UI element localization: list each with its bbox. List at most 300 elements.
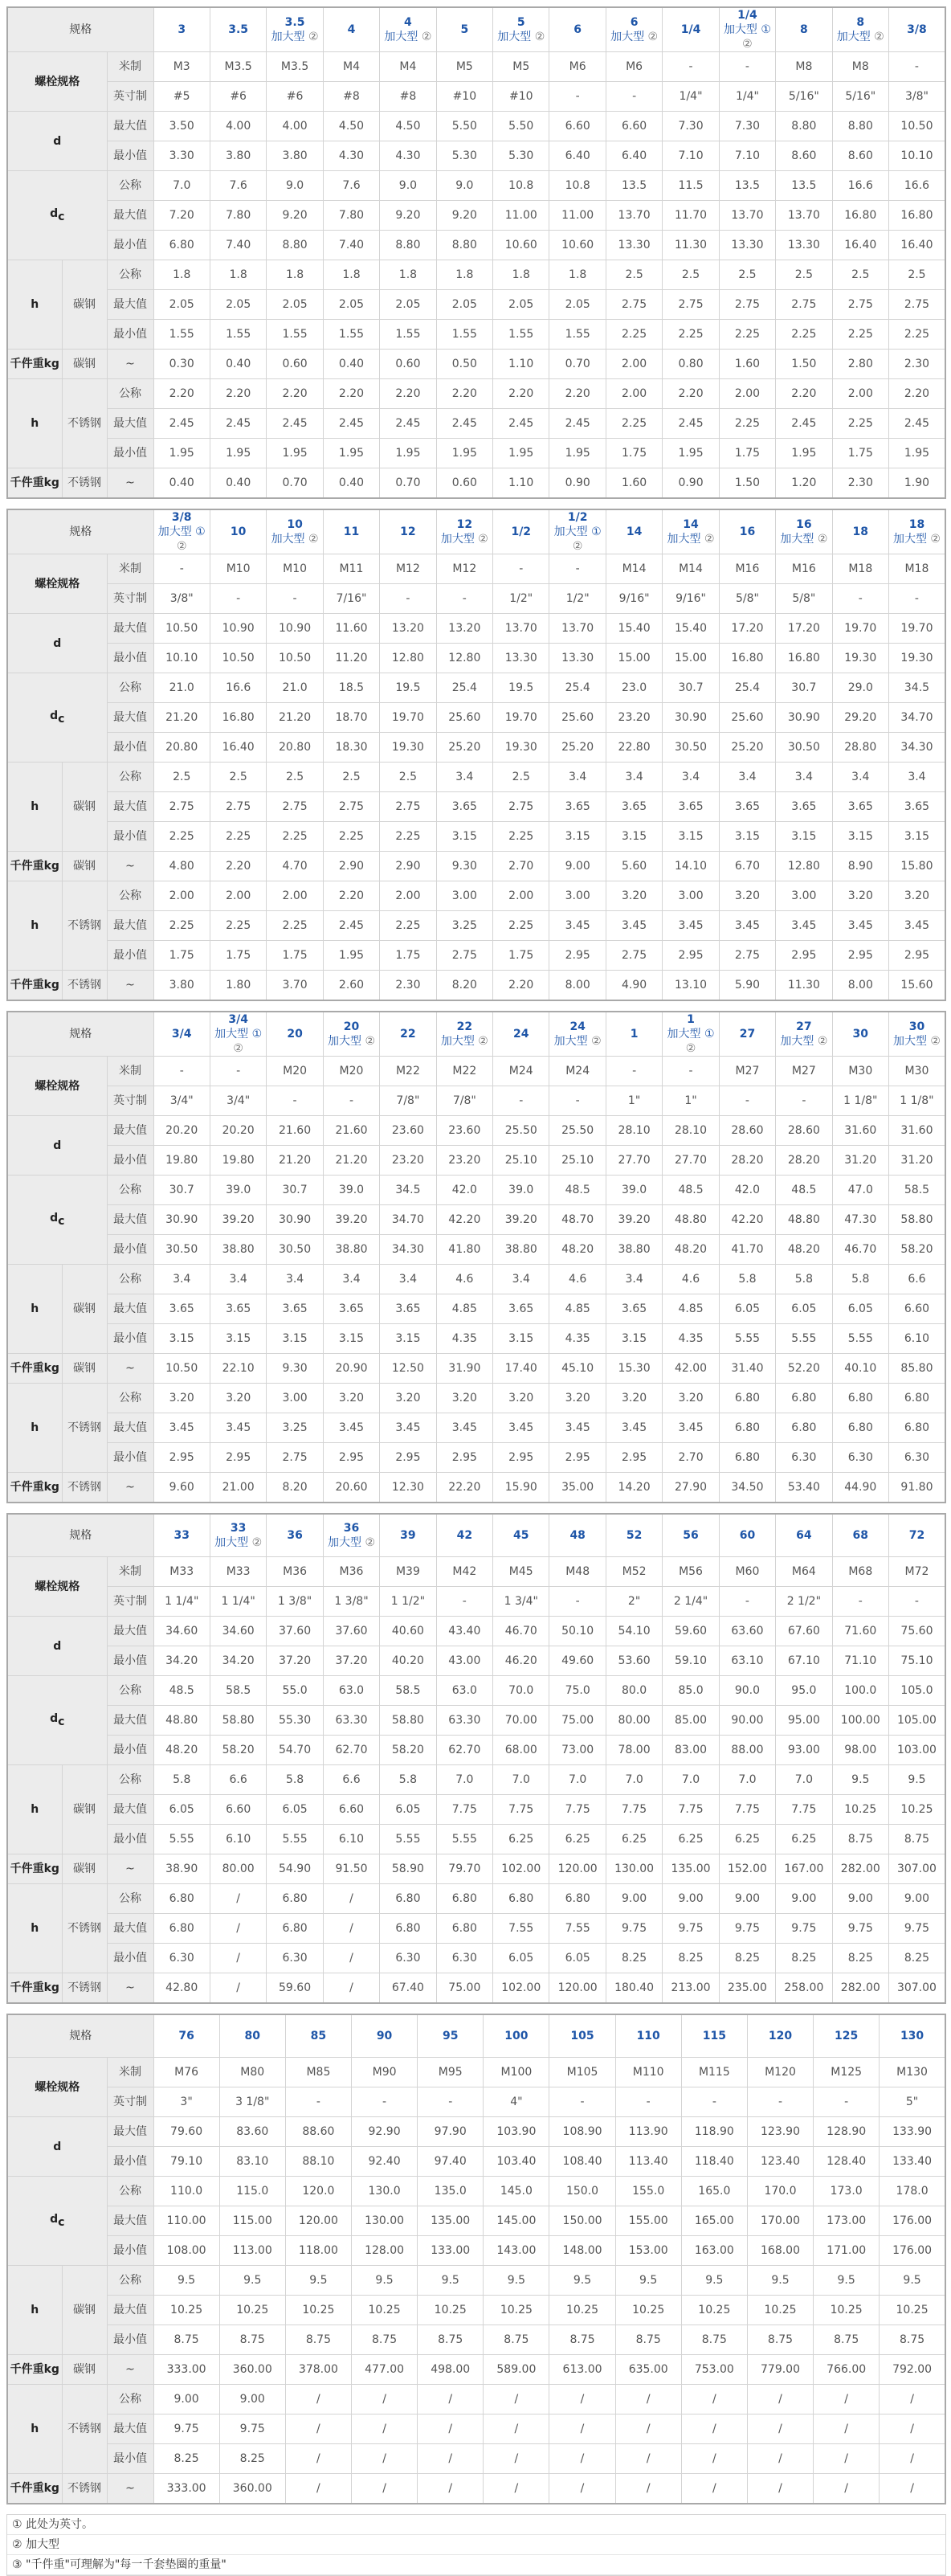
cell-value: 17.20: [719, 614, 775, 644]
hs-max-row: [7, 1413, 945, 1443]
cell-value: 2.95: [606, 1443, 662, 1473]
cell-value: 10.8: [493, 171, 549, 201]
cell-value: M22: [380, 1057, 436, 1086]
cell-value: 41.70: [719, 1235, 775, 1265]
cell-value: 7.0: [606, 1765, 662, 1795]
cell-value: -: [153, 554, 210, 584]
nominal-label: 公称: [107, 2385, 153, 2414]
cell-value: 30.90: [663, 703, 719, 733]
cell-value: 3.15: [606, 1324, 662, 1354]
max-label: 最大值: [107, 1205, 153, 1235]
type-text: 加大型: [440, 1035, 475, 1048]
cell-value: 7.55: [549, 1914, 606, 1944]
type-text: 加大型 ①: [553, 525, 602, 538]
size-value: 64: [796, 1529, 812, 1542]
cell-value: 4.6: [549, 1265, 606, 1294]
cell-value: 38.80: [606, 1235, 662, 1265]
cell-value: 34.70: [380, 1205, 436, 1235]
column-header: [719, 1012, 775, 1057]
cell-value: 3.65: [606, 1294, 662, 1324]
cell-value: -: [549, 1086, 606, 1116]
cell-value: 75.10: [889, 1646, 945, 1676]
nominal-label: 公称: [107, 260, 153, 290]
cell-value: 2.5: [323, 763, 379, 792]
hs-max-row: [7, 2414, 945, 2444]
steel-label: 碳钢: [62, 1765, 107, 1854]
cell-value: 150.0: [549, 2177, 615, 2206]
metric-row: [7, 1557, 945, 1587]
cell-value: 91.50: [323, 1854, 379, 1884]
cell-value: 10.10: [153, 644, 210, 673]
cell-value: /: [880, 2444, 945, 2474]
cell-value: 2.25: [267, 822, 323, 852]
note-mark: ②: [742, 38, 753, 51]
cell-value: 3.65: [153, 1294, 210, 1324]
cell-value: 3.20: [153, 1384, 210, 1413]
column-header: [832, 1012, 888, 1057]
cell-value: 58.20: [889, 1235, 945, 1265]
cell-value: 8.75: [615, 2325, 681, 2355]
cell-value: 360.00: [219, 2474, 285, 2504]
cell-value: M10: [267, 554, 323, 584]
column-header: [493, 509, 549, 554]
cell-value: /: [210, 1973, 266, 2004]
cell-value: 10.50: [153, 614, 210, 644]
cell-value: 1.95: [436, 439, 492, 468]
cell-value: 3.00: [663, 881, 719, 911]
cell-value: 1.8: [267, 260, 323, 290]
cell-value: 2.00: [153, 881, 210, 911]
cell-value: 1.90: [889, 468, 945, 499]
size-value: 20: [287, 1028, 303, 1041]
size-value: 1: [687, 1013, 695, 1026]
metric-label: 米制: [107, 554, 153, 584]
cell-value: 2.5: [889, 260, 945, 290]
cell-value: 6.25: [719, 1825, 775, 1854]
cell-value: 9.30: [436, 852, 492, 881]
min-label: 最小值: [107, 141, 153, 171]
cell-value: 2.45: [210, 409, 266, 439]
cell-value: 6.30: [889, 1443, 945, 1473]
cell-value: 92.40: [351, 2147, 417, 2177]
column-header: [323, 1514, 379, 1557]
cell-value: 123.40: [747, 2147, 813, 2177]
cell-value: 3.25: [267, 1413, 323, 1443]
size-value: 130: [900, 2030, 924, 2042]
cell-value: 3.15: [210, 1324, 266, 1354]
cell-value: 20.80: [153, 733, 210, 763]
cell-value: 16.80: [719, 644, 775, 673]
cell-value: 1.95: [267, 439, 323, 468]
cell-value: 3/4": [210, 1086, 266, 1116]
cell-value: 2.25: [493, 911, 549, 941]
column-header: [889, 1012, 945, 1057]
stainless-label: 不锈钢: [62, 2474, 107, 2504]
nominal-label: 公称: [107, 1765, 153, 1795]
cell-value: 16.80: [889, 201, 945, 231]
cell-value: 148.00: [549, 2236, 615, 2266]
imperial-row: [7, 584, 945, 614]
cell-value: 28.20: [719, 1146, 775, 1176]
cell-value: 3.4: [663, 763, 719, 792]
cell-value: 168.00: [747, 2236, 813, 2266]
dc-main: d: [50, 1212, 59, 1225]
type-label: [889, 1034, 945, 1049]
cell-value: 2.05: [210, 290, 266, 320]
cell-value: 25.10: [493, 1146, 549, 1176]
cell-value: 85.00: [663, 1706, 719, 1736]
cell-value: 55.30: [267, 1706, 323, 1736]
cell-value: 2.00: [380, 881, 436, 911]
cell-value: 3.15: [380, 1324, 436, 1354]
cell-value: /: [323, 1973, 379, 2004]
cell-value: 42.0: [719, 1176, 775, 1205]
cell-value: 18.5: [323, 673, 379, 703]
cell-value: 21.0: [267, 673, 323, 703]
weight-steel-row: [7, 1354, 945, 1384]
cell-value: 7.75: [719, 1795, 775, 1825]
cell-value: 9.5: [219, 2266, 285, 2296]
cell-value: 4.85: [663, 1294, 719, 1324]
cell-value: 21.20: [267, 703, 323, 733]
h-max-row: [7, 2296, 945, 2325]
cell-value: 5.8: [832, 1265, 888, 1294]
column-header: [436, 7, 492, 52]
max-label: 最大值: [107, 2206, 153, 2236]
imperial-row: [7, 1086, 945, 1116]
stainless-label: 不锈钢: [62, 468, 107, 499]
size-value: 45: [513, 1529, 529, 1542]
dc-max-row: [7, 201, 945, 231]
cell-value: 3.00: [436, 881, 492, 911]
type-label: [324, 1535, 379, 1550]
cell-value: -: [889, 1587, 945, 1617]
cell-value: 0.40: [323, 468, 379, 499]
cell-value: 307.00: [889, 1973, 945, 2004]
cell-value: 48.5: [153, 1676, 210, 1706]
cell-value: 6.60: [549, 112, 606, 141]
cell-value: 2.75: [493, 792, 549, 822]
cell-value: 135.00: [418, 2206, 484, 2236]
cell-value: 118.00: [285, 2236, 351, 2266]
size-value: 1/4: [737, 9, 757, 22]
cell-value: 75.00: [549, 1706, 606, 1736]
cell-value: -: [549, 2087, 615, 2117]
cell-value: 3.4: [776, 763, 832, 792]
cell-value: 3.65: [323, 1294, 379, 1324]
cell-value: 128.00: [351, 2236, 417, 2266]
cell-value: 8.80: [436, 231, 492, 260]
cell-value: 58.90: [380, 1854, 436, 1884]
size-value: 18: [852, 525, 869, 538]
max-label: 最大值: [107, 1413, 153, 1443]
column-header: [153, 2014, 219, 2058]
size-value: 1/4: [680, 23, 701, 36]
column-header: [153, 1514, 210, 1557]
cell-value: 75.00: [436, 1973, 492, 2004]
cell-value: 34.30: [889, 733, 945, 763]
bolt-spec-label: 螺栓规格: [7, 1057, 107, 1116]
size-value: 100: [504, 2030, 529, 2042]
cell-value: 3.65: [493, 1294, 549, 1324]
cell-value: 2.20: [776, 379, 832, 409]
note-mark: ②: [478, 1035, 488, 1048]
cell-value: 3.4: [436, 763, 492, 792]
size-value: 72: [908, 1529, 925, 1542]
cell-value: 19.30: [889, 644, 945, 673]
cell-value: 360.00: [219, 2355, 285, 2385]
cell-value: 3.20: [719, 881, 775, 911]
cell-value: 25.20: [719, 733, 775, 763]
cell-value: 25.4: [549, 673, 606, 703]
dc-min-row: [7, 1736, 945, 1765]
max-label: 最大值: [107, 2117, 153, 2147]
cell-value: 128.90: [814, 2117, 880, 2147]
cell-value: 6.80: [436, 1884, 492, 1914]
cell-value: M3.5: [267, 52, 323, 82]
dc-max-row: [7, 2206, 945, 2236]
cell-value: 13.30: [606, 231, 662, 260]
cell-value: 2.5: [380, 763, 436, 792]
min-label: 最小值: [107, 644, 153, 673]
cell-value: 3.15: [153, 1324, 210, 1354]
size-value: 33: [173, 1529, 190, 1542]
cell-value: 54.70: [267, 1736, 323, 1765]
d-label: d: [7, 112, 107, 171]
cell-value: 39.20: [493, 1205, 549, 1235]
type-label: [210, 1535, 266, 1550]
column-header: [380, 509, 436, 554]
cell-value: 38.80: [210, 1235, 266, 1265]
cell-value: M30: [832, 1057, 888, 1086]
tilde-label: ~: [107, 350, 153, 379]
type-text: 加大型: [440, 533, 475, 546]
size-value: 36: [343, 1522, 360, 1535]
cell-value: 25.60: [719, 703, 775, 733]
cell-value: 113.00: [219, 2236, 285, 2266]
column-header: [549, 2014, 615, 2058]
cell-value: M36: [323, 1557, 379, 1587]
size-value: 24: [513, 1028, 529, 1041]
cell-value: 20.20: [210, 1116, 266, 1146]
cell-value: 11.60: [323, 614, 379, 644]
cell-value: 792.00: [880, 2355, 945, 2385]
min-label: 最小值: [107, 2236, 153, 2266]
weight-steel-row: [7, 2355, 945, 2385]
cell-value: 6.05: [380, 1795, 436, 1825]
stainless-label: 不锈钢: [62, 1473, 107, 1503]
column-header: [153, 1012, 210, 1057]
cell-value: 2.95: [549, 1443, 606, 1473]
cell-value: 16.80: [776, 644, 832, 673]
cell-value: 1.95: [549, 439, 606, 468]
cell-value: 31.20: [832, 1146, 888, 1176]
size-value: 3/8: [907, 23, 927, 36]
cell-value: 120.0: [285, 2177, 351, 2206]
cell-value: 2.75: [889, 290, 945, 320]
note-2: ② 加大型: [7, 2535, 945, 2555]
min-label: 最小值: [107, 2325, 153, 2355]
cell-value: 38.90: [153, 1854, 210, 1884]
cell-value: 7.0: [493, 1765, 549, 1795]
cell-value: 1.55: [493, 320, 549, 350]
dc-main: d: [50, 1712, 59, 1726]
cell-value: 2.45: [776, 409, 832, 439]
cell-value: -: [493, 1086, 549, 1116]
spec-label: 规格: [7, 1012, 153, 1057]
cell-value: 34.50: [719, 1473, 775, 1503]
cell-value: 6.10: [210, 1825, 266, 1854]
imperial-row: [7, 2087, 945, 2117]
size-value: 3/4: [228, 1013, 248, 1026]
cell-value: -: [832, 584, 888, 614]
cell-value: 7.30: [719, 112, 775, 141]
cell-value: 45.10: [549, 1354, 606, 1384]
cell-value: M16: [719, 554, 775, 584]
cell-value: 7.40: [323, 231, 379, 260]
cell-value: 7.10: [663, 141, 719, 171]
max-label: 最大值: [107, 1795, 153, 1825]
cell-value: 9.5: [889, 1765, 945, 1795]
column-header: [267, 1514, 323, 1557]
cell-value: 10.25: [681, 2296, 747, 2325]
cell-value: 7/16": [323, 584, 379, 614]
cell-value: 2.20: [210, 379, 266, 409]
cell-value: 9.30: [267, 1354, 323, 1384]
metric-row: [7, 2058, 945, 2087]
cell-value: 2.45: [436, 409, 492, 439]
cell-value: 75.60: [889, 1617, 945, 1646]
cell-value: 3.20: [606, 1384, 662, 1413]
cell-value: M80: [219, 2058, 285, 2087]
weight-stainless-row: [7, 971, 945, 1001]
cell-value: 3.45: [719, 911, 775, 941]
min-label: 最小值: [107, 1443, 153, 1473]
cell-value: 7.55: [493, 1914, 549, 1944]
cell-value: 2.45: [493, 409, 549, 439]
cell-value: 88.10: [285, 2147, 351, 2177]
cell-value: 34.60: [210, 1617, 266, 1646]
cell-value: M8: [832, 52, 888, 82]
cell-value: 95.0: [776, 1676, 832, 1706]
cell-value: 3.15: [832, 822, 888, 852]
cell-value: 2.90: [380, 852, 436, 881]
size-value: 90: [376, 2030, 393, 2042]
cell-value: 155.00: [615, 2206, 681, 2236]
cell-value: -: [436, 584, 492, 614]
cell-value: 118.40: [681, 2147, 747, 2177]
cell-value: 3.45: [323, 1413, 379, 1443]
cell-value: 67.60: [776, 1617, 832, 1646]
cell-value: 333.00: [153, 2474, 219, 2504]
cell-value: 29.0: [832, 673, 888, 703]
bolt-spec-label: 螺栓规格: [7, 52, 107, 112]
cell-value: 1.8: [493, 260, 549, 290]
cell-value: M33: [153, 1557, 210, 1587]
d-min-row: [7, 644, 945, 673]
cell-value: 9.75: [153, 2414, 219, 2444]
cell-value: 2.95: [323, 1443, 379, 1473]
tilde-label: ~: [107, 1473, 153, 1503]
cell-value: 3.4: [606, 1265, 662, 1294]
dc-sub: c: [58, 2215, 65, 2229]
cell-value: 6.60: [323, 1795, 379, 1825]
cell-value: 1.95: [323, 439, 379, 468]
metric-row: [7, 554, 945, 584]
cell-value: 9.0: [267, 171, 323, 201]
cell-value: 6.80: [267, 1914, 323, 1944]
cell-value: 6.25: [776, 1825, 832, 1854]
bolt-spec-label: 螺栓规格: [7, 554, 107, 614]
cell-value: 8.75: [351, 2325, 417, 2355]
d-min-row: [7, 1646, 945, 1676]
cell-value: 0.40: [323, 350, 379, 379]
cell-value: 2 1/2": [776, 1587, 832, 1617]
cell-value: 9.5: [418, 2266, 484, 2296]
cell-value: 2.5: [719, 260, 775, 290]
imperial-label: 英寸制: [107, 82, 153, 112]
note-mark: ②: [365, 1035, 375, 1048]
cell-value: 91.80: [889, 1473, 945, 1503]
dc-max-row: [7, 703, 945, 733]
size-value: 12: [456, 518, 473, 531]
cell-value: 15.30: [606, 1354, 662, 1384]
column-header: [380, 7, 436, 52]
cell-value: 10.90: [210, 614, 266, 644]
column-header: [323, 7, 379, 52]
cell-value: 63.0: [323, 1676, 379, 1706]
cell-value: 7/8": [380, 1086, 436, 1116]
cell-value: 176.00: [880, 2206, 945, 2236]
dc-main: d: [50, 709, 59, 723]
dc-sub: c: [58, 1715, 65, 1728]
cell-value: 8.25: [219, 2444, 285, 2474]
cell-value: 11.30: [776, 971, 832, 1001]
cell-value: 0.70: [549, 350, 606, 379]
note-mark: ②: [176, 540, 187, 553]
dc-sub: c: [58, 1214, 65, 1228]
cell-value: 9.00: [549, 852, 606, 881]
cell-value: 115.00: [219, 2206, 285, 2236]
cell-value: 9.5: [153, 2266, 219, 2296]
imperial-label: 英寸制: [107, 1587, 153, 1617]
cell-value: 5/8": [776, 584, 832, 614]
cell-value: 9.0: [380, 171, 436, 201]
nominal-label: 公称: [107, 2266, 153, 2296]
cell-value: 8.00: [549, 971, 606, 1001]
cell-value: 3.20: [549, 1384, 606, 1413]
imperial-row: [7, 82, 945, 112]
cell-value: 25.60: [436, 703, 492, 733]
cell-value: 21.0: [153, 673, 210, 703]
cell-value: 19.70: [832, 614, 888, 644]
max-label: 最大值: [107, 201, 153, 231]
cell-value: 8.75: [484, 2325, 549, 2355]
cell-value: 97.40: [418, 2147, 484, 2177]
size-value: 36: [287, 1529, 303, 1542]
hs-min-row: [7, 2444, 945, 2474]
cell-value: #5: [153, 82, 210, 112]
note-mark: ②: [572, 540, 583, 553]
cell-value: 258.00: [776, 1973, 832, 2004]
cell-value: 3.4: [210, 1265, 266, 1294]
size-value: 60: [739, 1529, 756, 1542]
cell-value: 2.5: [493, 763, 549, 792]
cell-value: 1.55: [323, 320, 379, 350]
hs-min-row: [7, 1944, 945, 1973]
nominal-label: 公称: [107, 881, 153, 911]
cell-value: 2.75: [776, 290, 832, 320]
